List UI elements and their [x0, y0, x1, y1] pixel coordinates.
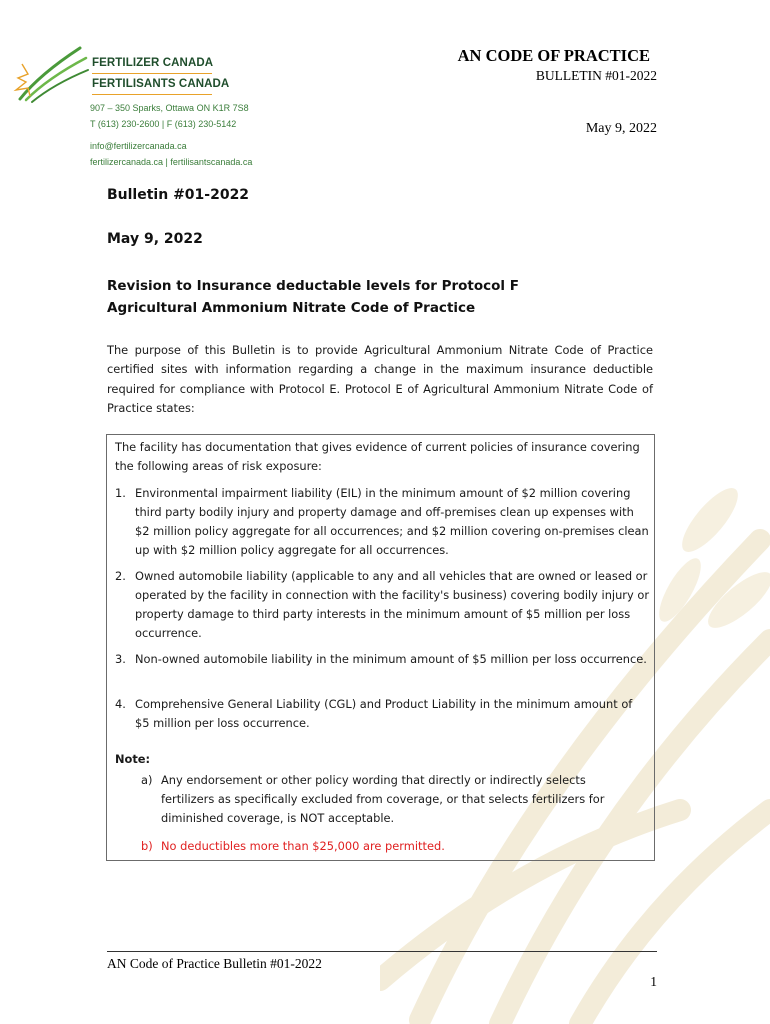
- date-heading: May 9, 2022: [107, 231, 203, 247]
- letterhead-address: 907 – 350 Sparks, Ottawa ON K1R 7S8: [90, 103, 249, 113]
- intro-paragraph: The purpose of this Bulletin is to provide Agricultural Ammonium Nitrate Code of Practice certified sites with information regarding a change in the maximum insurance deductible required for compliance with Protocol E. Protocol E of Agricultural Ammonium Nitrate Code of Practice states:: [107, 343, 653, 416]
- list-item: 4. Comprehensive General Liability (CGL) and Product Liability in the minimum amount of $5 million per loss occurrence.: [115, 697, 633, 731]
- note-label: Note:: [115, 752, 151, 766]
- bulletin-heading: Bulletin #01-2022: [107, 187, 250, 203]
- document-title-line-1: Revision to Insurance deductable levels for Protocol F: [107, 278, 519, 294]
- list-item: 1. Environmental impairment liability (EIL) in the minimum amount of $2 million covering third party bodily injury and property damage and off-premises clean up expenses with $2 million policy aggregate for all occurrences; and $2 million covering on-premises clean up with $2 million policy aggregate for all occurrences.: [115, 486, 649, 558]
- note-item-deductible: b) No deductibles more than $25,000 are permitted.: [141, 839, 445, 853]
- document-title-line-2: Agricultural Ammonium Nitrate Code of Practice: [107, 300, 476, 316]
- footer-divider: [107, 951, 657, 952]
- note-item: a) Any endorsement or other policy wording that directly or indirectly selects fertilizers as specifically excluded from coverage, or that selects fertilizers for diminished coverage, is NOT acceptable.: [141, 773, 605, 826]
- page-number: 1: [650, 974, 657, 989]
- letterhead-email[interactable]: info@fertilizercanada.ca: [90, 141, 187, 151]
- brand-divider: [92, 94, 212, 95]
- fertilizer-canada-logo-icon: [10, 44, 90, 104]
- brand-name-en: FERTILIZER CANADA: [92, 57, 214, 69]
- header-date: May 9, 2022: [585, 121, 657, 136]
- footer-text: AN Code of Practice Bulletin #01-2022: [107, 956, 322, 971]
- brand-divider: [92, 73, 212, 74]
- quote-intro: The facility has documentation that gives evidence of current policies of insurance covering the following areas of risk exposure:: [115, 440, 640, 474]
- protocol-quote-box: [106, 434, 655, 861]
- list-item: 2. Owned automobile liability (applicable to any and all vehicles that are owned or leased or operated by the facility in connection with the facility's business) covering bodily injury or property damage to third party interests in the minimum amount of $5 million per loss occurrence.: [115, 569, 649, 641]
- letterhead-phone: T (613) 230-2600 | F (613) 230-5142: [90, 119, 237, 129]
- header-bulletin: BULLETIN #01-2022: [535, 68, 657, 83]
- brand-name-fr: FERTILISANTS CANADA: [92, 78, 230, 90]
- letterhead-websites[interactable]: fertilizercanada.ca | fertilisantscanada.ca: [90, 157, 253, 167]
- header-title: AN CODE OF PRACTICE: [457, 46, 650, 65]
- list-item: 3. Non-owned automobile liability in the minimum amount of $5 million per loss occurrence.: [115, 652, 647, 666]
